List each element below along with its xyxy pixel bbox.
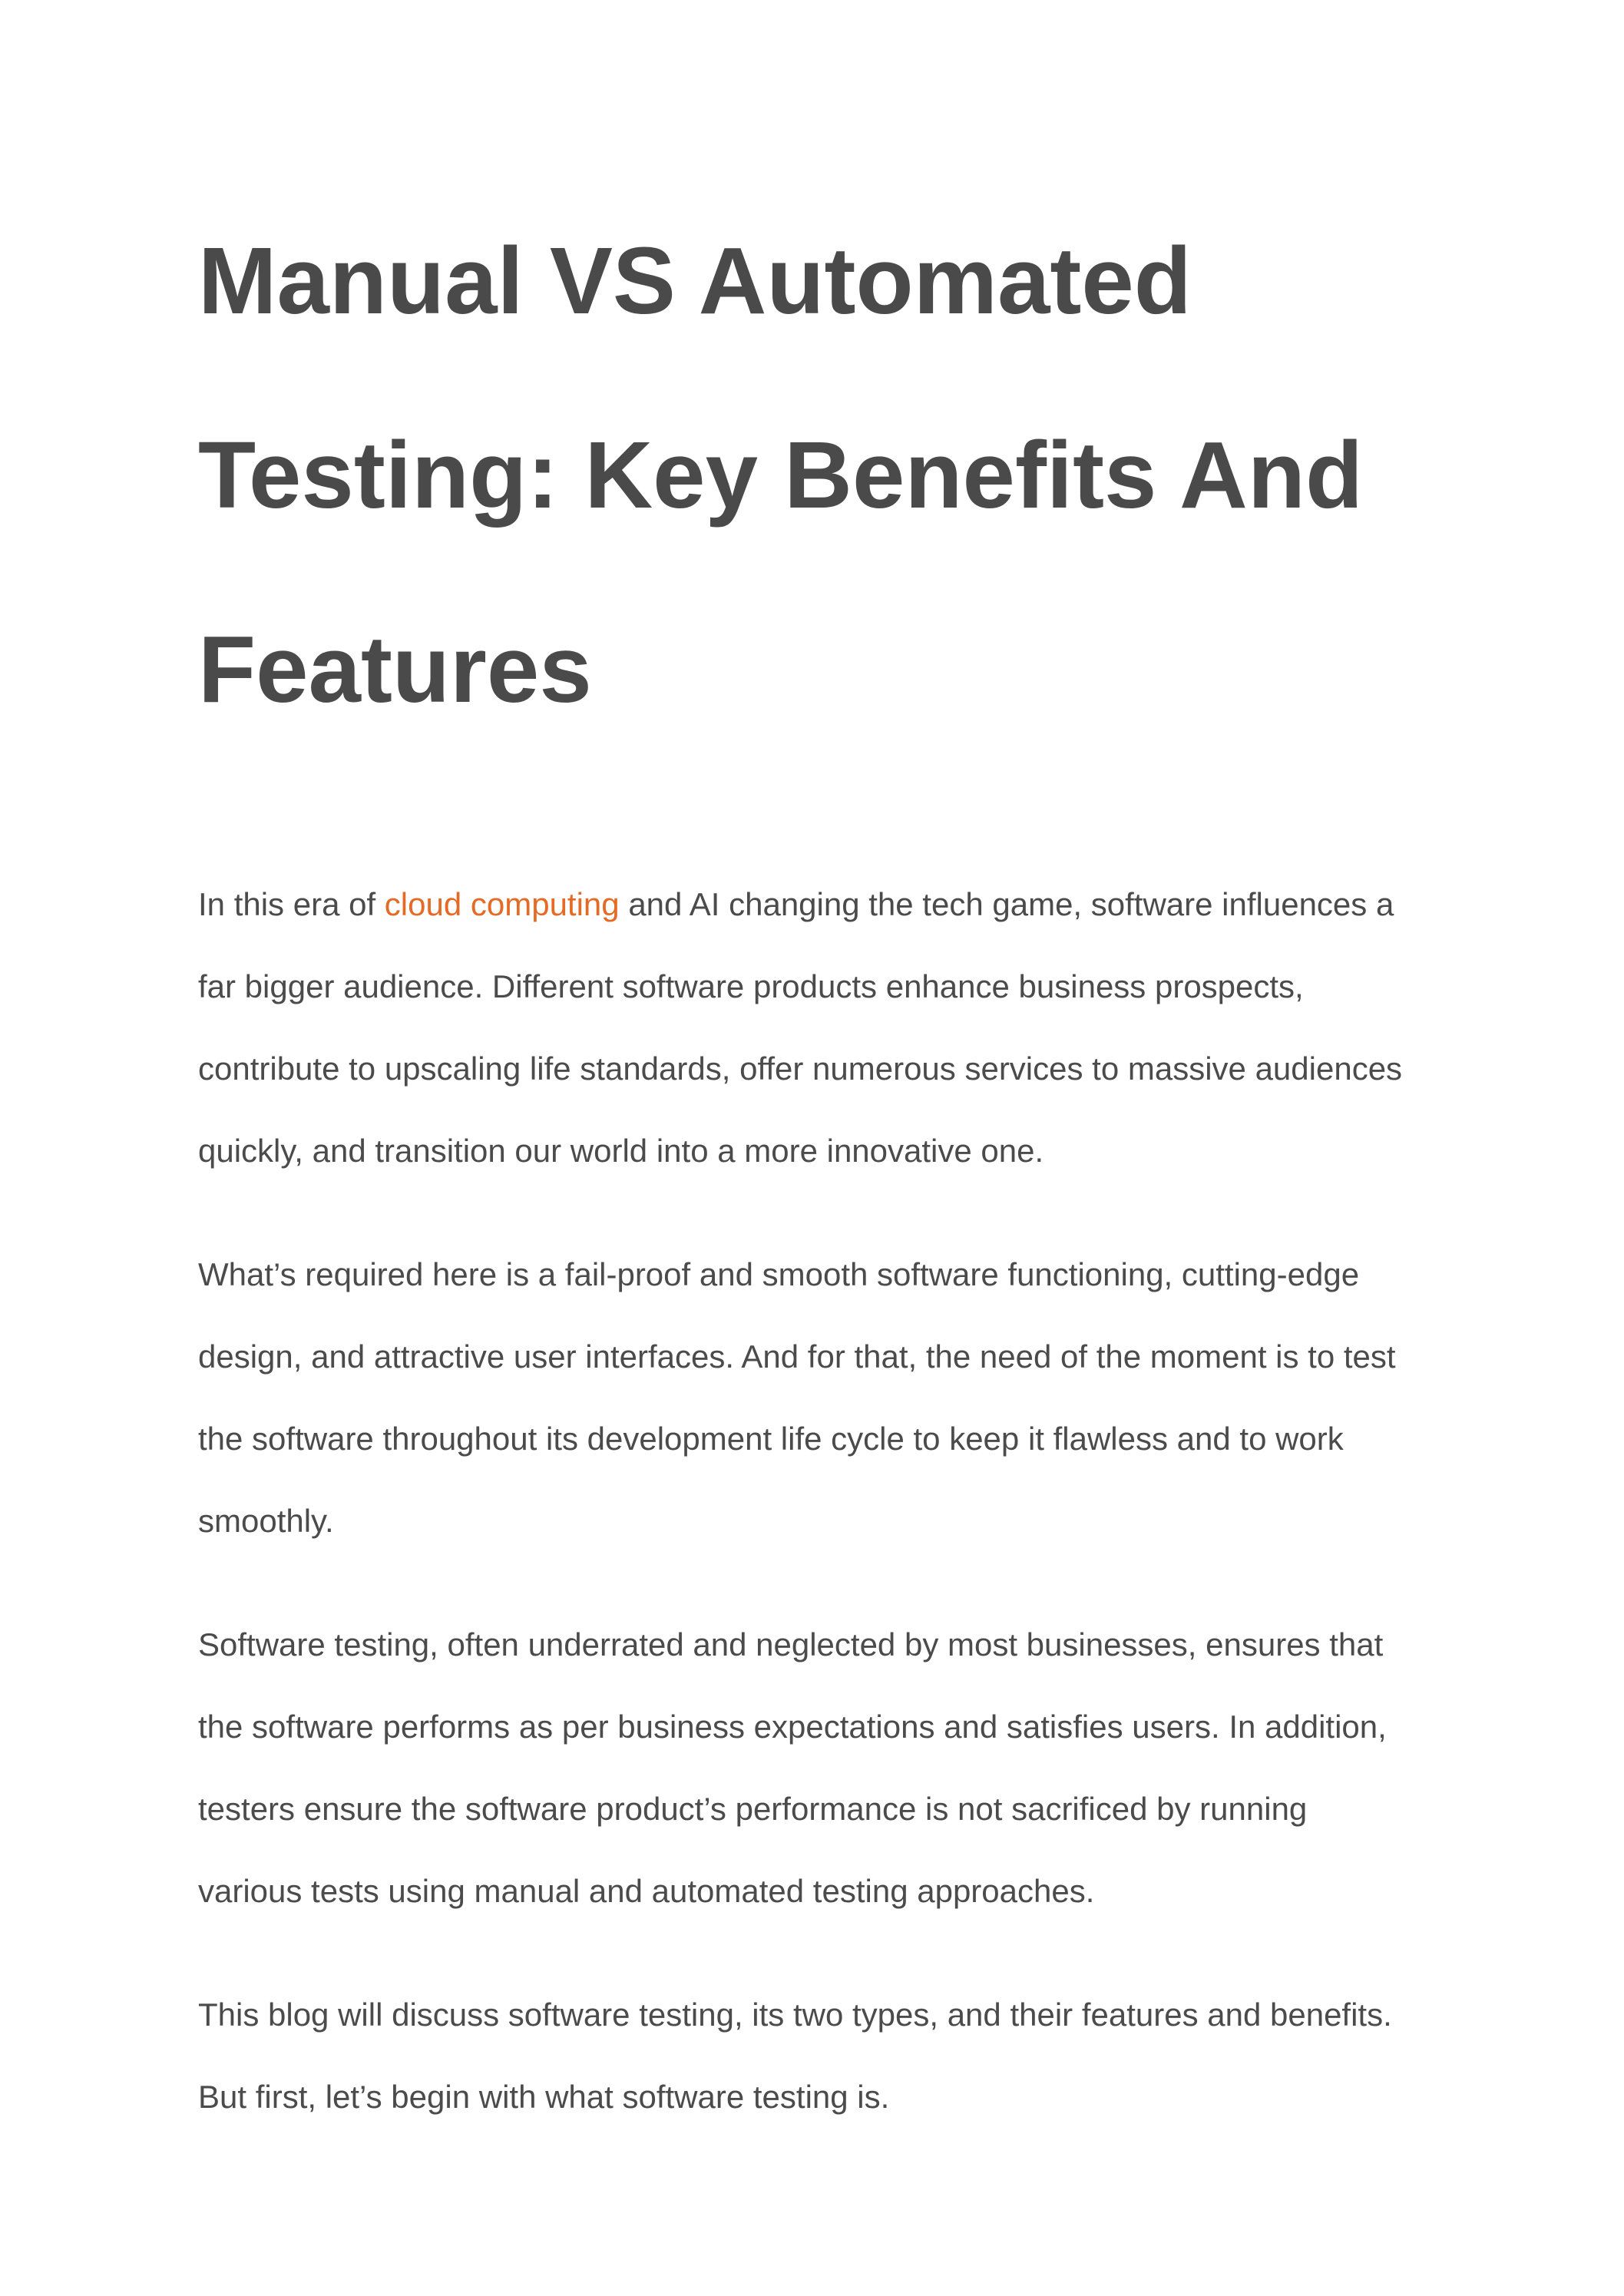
cloud-computing-link[interactable]: cloud computing	[384, 886, 620, 922]
paragraph-line: quickly, and transition our world into a more innovative one.	[198, 1133, 1044, 1169]
blog-intro-paragraph	[198, 1973, 1442, 2138]
paragraph-line: What’s required here is a fail-proof and smooth software functioning, cutting-edge	[198, 1256, 1360, 1292]
paragraph-line: design, and attractive user interfaces. And for that, the need of the moment is to test	[198, 1338, 1396, 1375]
page-title	[198, 184, 1442, 767]
testing-paragraph	[198, 1603, 1442, 1932]
paragraph-line	[198, 863, 1442, 945]
paragraph-line: various tests using manual and automated testing approaches.	[198, 1873, 1095, 1909]
paragraph-line: This blog will discuss software testing, its two types, and their features and benefits.	[198, 1997, 1392, 2033]
title-line: Features	[198, 617, 592, 723]
requirements-paragraph	[198, 1233, 1442, 1562]
title-line: Manual VS Automated	[198, 229, 1192, 334]
paragraph-line: the software throughout its development life cycle to keep it flawless and to work	[198, 1421, 1344, 1457]
line-text: and AI changing the tech game, software influences a	[619, 886, 1394, 922]
line-text: In this era of	[198, 886, 385, 922]
paragraph-line: far bigger audience. Different software products enhance business prospects,	[198, 968, 1304, 1004]
paragraph-line: testers ensure the software product’s performance is not sacrificed by running	[198, 1791, 1308, 1827]
paragraph-line: contribute to upscaling life standards, offer numerous services to massive audiences	[198, 1050, 1403, 1087]
paragraph-line: smoothly.	[198, 1503, 334, 1539]
paragraph-line: the software performs as per business expectations and satisfies users. In addition,	[198, 1709, 1387, 1745]
paragraph-line: But first, let’s begin with what software testing is.	[198, 2079, 890, 2115]
paragraph-line: Software testing, often underrated and neglected by most businesses, ensures that	[198, 1626, 1384, 1662]
title-line: Testing: Key Benefits And	[198, 423, 1364, 528]
article-content	[198, 184, 1442, 2138]
intro-paragraph	[198, 863, 1442, 1192]
